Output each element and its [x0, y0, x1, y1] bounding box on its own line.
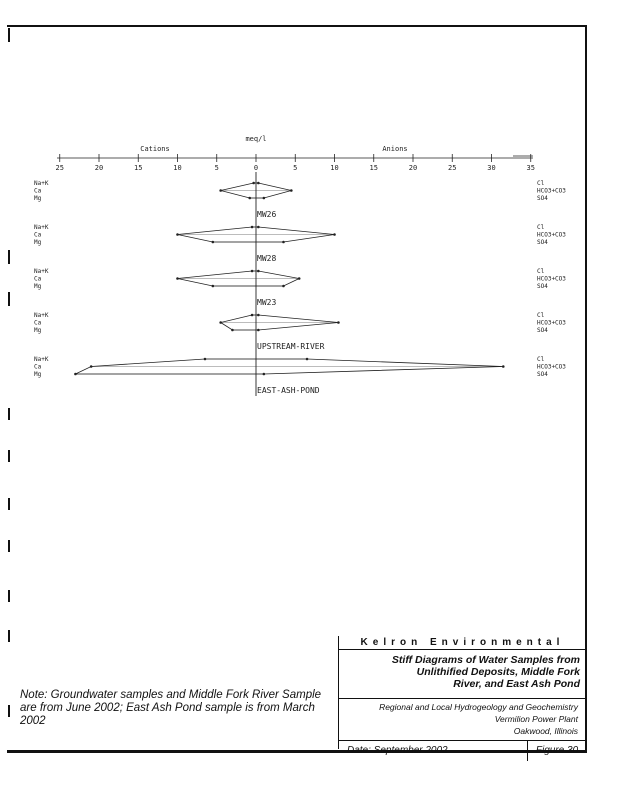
data-point — [219, 189, 222, 192]
data-point — [306, 358, 309, 361]
figure-number: Figure 30 — [535, 745, 579, 756]
cation-label: Mg — [34, 327, 42, 334]
axis-tick-label: 5 — [293, 164, 298, 172]
axis-tick-label: 10 — [330, 164, 339, 172]
axis-tick-label: 15 — [369, 164, 378, 172]
title-block — [338, 636, 586, 756]
data-point — [219, 321, 222, 324]
data-point — [257, 270, 260, 273]
sample-label: UPSTREAM-RIVER — [257, 342, 325, 351]
data-point — [176, 277, 179, 280]
cation-label: Ca — [34, 231, 42, 239]
data-point — [257, 226, 260, 229]
data-point — [263, 197, 266, 200]
anions-axis-label: Anions — [382, 145, 408, 153]
data-point — [282, 285, 285, 288]
figure-title-line: Unlithified Deposits, Middle Fork — [416, 666, 580, 678]
axis-tick-label: 0 — [253, 164, 259, 172]
project-line: Oakwood, Illinois — [513, 726, 578, 736]
data-point — [290, 189, 293, 192]
axis-tick-label: 5 — [214, 164, 219, 172]
project-info — [339, 699, 586, 741]
sample-label: EAST-ASH-POND — [257, 386, 320, 395]
axis-tick-label: 15 — [134, 164, 143, 172]
cation-label: Na+K — [34, 268, 49, 275]
data-point — [251, 226, 254, 229]
company-name: Kelron Environmental — [339, 636, 586, 650]
figure-title-line: River, and East Ash Pond — [453, 678, 580, 690]
cation-label: Mg — [34, 371, 42, 378]
cation-label: Na+K — [34, 180, 49, 187]
axis-tick-label: 20 — [408, 164, 418, 172]
cation-label: Na+K — [34, 312, 49, 319]
data-point — [74, 373, 77, 376]
anion-label: Cl — [537, 224, 545, 231]
data-point — [333, 233, 336, 236]
data-point — [176, 233, 179, 236]
cation-label: Na+K — [34, 224, 49, 231]
cation-label: Ca — [34, 363, 42, 371]
sample-label: MW28 — [257, 254, 277, 263]
data-point — [248, 197, 251, 200]
data-point — [298, 277, 301, 280]
cation-label: Mg — [34, 283, 42, 290]
cation-label: Ca — [34, 319, 42, 327]
axis-tick-label: 10 — [173, 164, 182, 172]
data-point — [263, 373, 266, 376]
anion-label: SO4 — [537, 283, 548, 290]
axis-tick-label: 30 — [487, 164, 496, 172]
data-point — [502, 365, 505, 368]
figure-date: Date: September 2002 — [339, 741, 528, 761]
cation-label: Na+K — [34, 356, 49, 363]
anion-label: HCO3+CO3 — [537, 231, 566, 239]
x-axis — [56, 154, 535, 396]
project-line: Regional and Local Hydrogeology and Geochemistry — [379, 702, 578, 712]
anion-label: HCO3+CO3 — [537, 363, 566, 371]
anion-label: HCO3+CO3 — [537, 187, 566, 195]
anion-label: Cl — [537, 312, 545, 319]
data-point — [257, 329, 260, 332]
data-point — [257, 182, 260, 185]
cations-axis-label: Cations — [140, 145, 170, 153]
axis-tick-label: 25 — [448, 164, 457, 172]
data-point — [251, 314, 254, 317]
anion-label: SO4 — [537, 327, 548, 334]
unit-label: meq/l — [245, 135, 267, 143]
data-point — [257, 314, 260, 317]
cation-label: Ca — [34, 275, 42, 283]
figure-title — [339, 650, 586, 699]
project-line: Vermilion Power Plant — [494, 714, 578, 724]
sample-diagrams — [34, 180, 566, 395]
title-block-footer — [339, 741, 586, 761]
data-point — [212, 285, 215, 288]
anion-label: HCO3+CO3 — [537, 319, 566, 327]
sample-label: MW23 — [257, 298, 277, 307]
anion-label: Cl — [537, 268, 545, 275]
data-point — [231, 329, 234, 332]
axis-tick-label: 25 — [55, 164, 64, 172]
anion-label: Cl — [537, 356, 545, 363]
data-point — [251, 270, 254, 273]
data-point — [204, 358, 207, 361]
data-point — [90, 365, 93, 368]
data-point — [252, 182, 255, 185]
anion-label: SO4 — [537, 371, 548, 378]
cation-label: Mg — [34, 195, 42, 202]
sample-note: Note: Groundwater samples and Middle Fork River Sample are from June 2002; East Ash Pond sample is from March 2002 — [20, 689, 322, 727]
data-point — [212, 241, 215, 244]
axis-tick-label: 35 — [526, 164, 535, 172]
sample-label: MW26 — [257, 210, 277, 219]
figure-title-line: Stiff Diagrams of Water Samples from — [391, 654, 580, 666]
data-point — [337, 321, 340, 324]
anion-label: HCO3+CO3 — [537, 275, 566, 283]
cation-label: Mg — [34, 239, 42, 246]
axis-tick-label: 20 — [94, 164, 104, 172]
data-point — [282, 241, 285, 244]
anion-label: SO4 — [537, 195, 548, 202]
anion-label: Cl — [537, 180, 545, 187]
cation-label: Ca — [34, 187, 42, 195]
anion-label: SO4 — [537, 239, 548, 246]
